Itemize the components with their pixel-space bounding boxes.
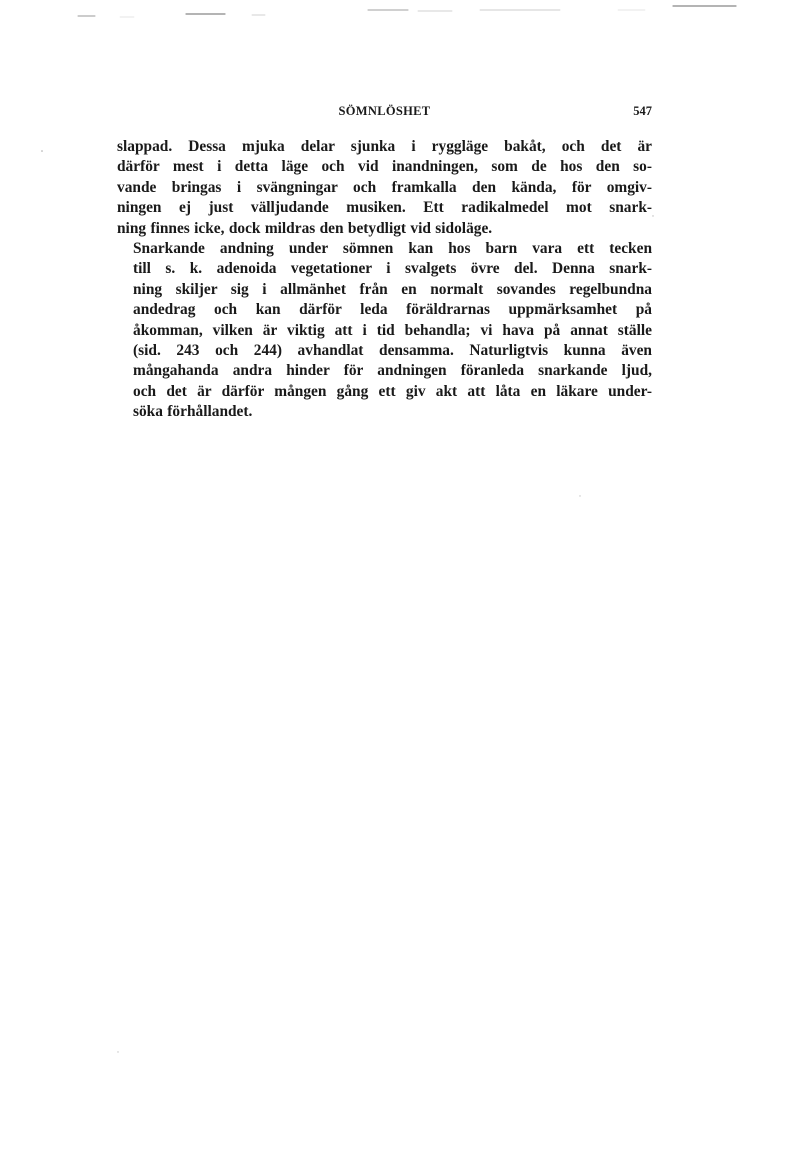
running-title: SÖMNLÖSHET <box>338 104 431 118</box>
scan-edge-artifacts <box>0 0 792 20</box>
text-line: ning skiljer sig i allmänhet från en normalt sovandes regelbundna <box>133 280 652 298</box>
text-line: ning finnes icke, dock mildras den betydligt vid sidoläge. <box>117 219 493 237</box>
paragraph-snoring-position <box>117 137 652 239</box>
text-line: vande bringas i svängningar och framkalla den kända, för omgiv- <box>117 178 652 196</box>
paragraph-snoring-children <box>117 239 652 423</box>
text-line: söka förhållandet. <box>133 403 253 421</box>
book-page <box>117 104 652 423</box>
text-line: mångahanda andra hinder för andningen föranleda snarkande ljud, <box>133 362 652 380</box>
text-line: åkomman, vilken är viktig att i tid behandla; vi hava på annat ställe <box>133 321 652 339</box>
body-text <box>117 137 652 423</box>
text-line: andedrag och kan därför leda föräldrarnas uppmärksamhet på <box>133 301 652 319</box>
text-line: till s. k. adenoida vegetationer i svalgets övre del. Denna snark- <box>133 260 652 278</box>
text-line: ningen ej just välljudande musiken. Ett radikalmedel mot snark- <box>117 199 652 217</box>
text-line: och det är därför mången gång ett giv akt att låta en läkare under- <box>133 382 652 400</box>
text-line: (sid. 243 och 244) avhandlat densamma. Naturligtvis kunna även <box>133 342 652 360</box>
page-number: 547 <box>633 104 652 118</box>
text-line: slappad. Dessa mjuka delar sjunka i ryggläge bakåt, och det är <box>117 138 652 155</box>
text-line: därför mest i detta läge och vid inandningen, som de hos den so- <box>117 158 652 176</box>
text-line: Snarkande andning under sömnen kan hos barn vara ett tecken <box>133 240 652 258</box>
running-header <box>117 104 652 126</box>
